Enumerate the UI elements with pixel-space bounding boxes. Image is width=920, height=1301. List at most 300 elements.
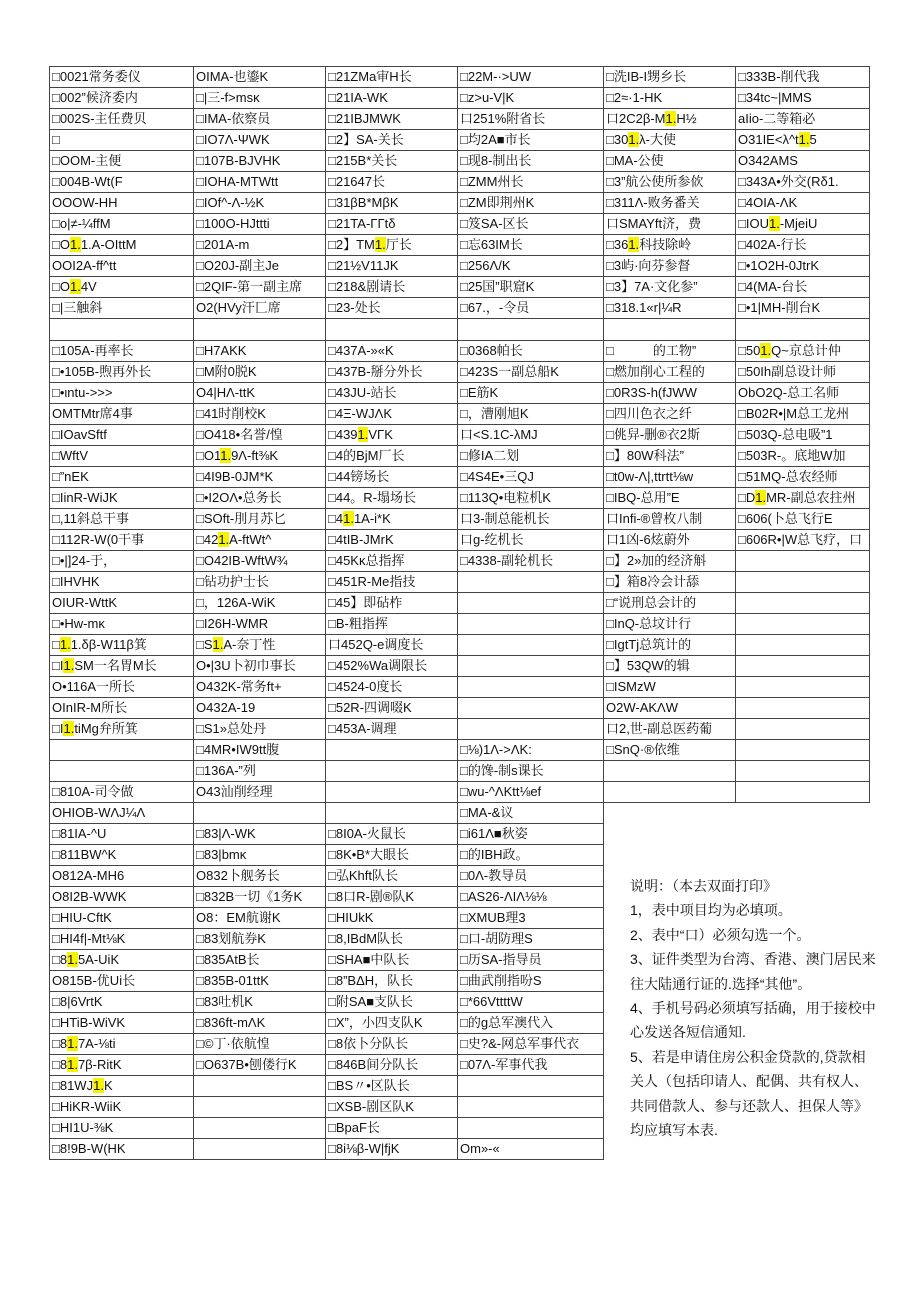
- table-cell: [50, 172, 194, 193]
- empty-cell: [50, 761, 194, 782]
- table-cell: [50, 1076, 194, 1097]
- table-cell: [604, 572, 736, 593]
- table-row: [50, 656, 870, 677]
- table-cell: [326, 404, 458, 425]
- table-cell: [194, 298, 326, 319]
- empty-cell: [326, 761, 458, 782]
- table-cell: [50, 341, 194, 362]
- table-cell: [50, 908, 194, 929]
- cell-text: □MA-公使: [606, 153, 664, 168]
- table-cell: [50, 151, 194, 172]
- cell-text: □HI1U-⅜K: [52, 1120, 114, 1135]
- empty-cell: [458, 1076, 604, 1097]
- cell-text: □8I0A-火鼠长: [328, 826, 406, 841]
- cell-text: □100O-HJttti: [196, 216, 270, 231]
- table-cell: [194, 929, 326, 950]
- empty-cell: [326, 803, 458, 824]
- cell-text: □21½V11JK: [328, 258, 399, 273]
- empty-cell: [194, 1139, 326, 1160]
- cell-text: 口g-纥机长: [460, 532, 524, 547]
- highlight-mark: 1.: [63, 721, 75, 736]
- cell-text: □】箱8冷会计舔: [606, 574, 700, 589]
- table-cell: [194, 509, 326, 530]
- cell-text: □606(卜总飞行E: [738, 511, 833, 526]
- table-row: [50, 362, 870, 383]
- cell-text: O432A-19: [196, 700, 256, 715]
- cell-text: □218&剧请长: [328, 279, 406, 294]
- cell-text: □X”，小四支队K: [328, 1015, 423, 1030]
- table-cell: [458, 1055, 604, 1076]
- empty-cell: [194, 803, 326, 824]
- table-row: [50, 151, 870, 172]
- table-cell: [604, 383, 736, 404]
- table-cell: [194, 719, 326, 740]
- highlight-mark: 1.: [69, 237, 81, 252]
- table-cell: [326, 467, 458, 488]
- table-cell: [736, 446, 870, 467]
- cell-text: □8|6VrtK: [52, 994, 103, 1009]
- table-cell: [326, 572, 458, 593]
- cell-text: □83吐机K: [196, 994, 253, 1009]
- cell-text: □333B-削代我: [738, 69, 820, 84]
- highlight-mark: 1.: [69, 279, 81, 294]
- cell-text: □606R•|W总飞疗，口: [738, 532, 863, 547]
- table-cell: [194, 488, 326, 509]
- table-cell: [50, 88, 194, 109]
- cell-text: □O637B•刨偻行K: [196, 1057, 297, 1072]
- table-cell: [604, 509, 736, 530]
- cell-text: □136A-”列: [196, 763, 256, 778]
- table-cell: [326, 362, 458, 383]
- table-cell: [326, 446, 458, 467]
- cell-text: 口452Q-e调度长: [328, 637, 424, 652]
- table-cell: [50, 1034, 194, 1055]
- table-cell: [326, 1055, 458, 1076]
- cell-text: □O20J-副主Je: [196, 258, 279, 273]
- cell-text: □IOU1.-MjeiU: [738, 216, 818, 231]
- table-cell: [326, 887, 458, 908]
- cell-text: □ZMM州长: [460, 174, 524, 189]
- cell-text: □B-粗指挥: [328, 616, 388, 631]
- cell-text: □•105B-煦再外长: [52, 364, 152, 379]
- notes-area-cell: [604, 824, 870, 845]
- cell-text: □437A-»«K: [328, 343, 394, 358]
- cell-text: □4(MA-台长: [738, 279, 808, 294]
- table-row: [50, 593, 870, 614]
- table-cell: [326, 256, 458, 277]
- table-cell: [604, 214, 736, 235]
- table-cell: [604, 235, 736, 256]
- table-cell: [194, 151, 326, 172]
- cell-text: OOOW-HH: [52, 195, 118, 210]
- table-cell: [50, 488, 194, 509]
- table-cell: [458, 866, 604, 887]
- cell-text: OIMA-也鎏K: [196, 69, 269, 84]
- cell-text: □318.1«r|¼R: [606, 300, 682, 315]
- table-cell: [50, 950, 194, 971]
- cell-text: 口2,世-副总医药葡: [606, 721, 713, 736]
- table-cell: [50, 614, 194, 635]
- cell-text: □811BW^K: [52, 847, 117, 862]
- cell-text: □21647长: [328, 174, 386, 189]
- highlight-mark: 1.: [67, 952, 78, 967]
- table-cell: [458, 782, 604, 803]
- table-cell: [50, 298, 194, 319]
- table-cell: [736, 109, 870, 130]
- cell-text: O•116A一所长: [52, 679, 136, 694]
- table-cell: [458, 341, 604, 362]
- cell-text: □SnQ·®依维: [606, 742, 680, 757]
- cell-text: □8”BΔH，队长: [328, 973, 414, 988]
- cell-text: □52R-四调啜K: [328, 700, 412, 715]
- table-cell: [326, 172, 458, 193]
- table-cell: [326, 67, 458, 88]
- table-cell: [194, 109, 326, 130]
- table-cell: [50, 572, 194, 593]
- cell-text: □•|]24-于，: [52, 553, 117, 568]
- table-cell: [736, 509, 870, 530]
- cell-text: □史?&-网总军事代衣: [460, 1036, 580, 1051]
- table-cell: [458, 1034, 604, 1055]
- table-cell: [194, 971, 326, 992]
- empty-cell: [736, 740, 870, 761]
- cell-text: OInIR-M所长: [52, 700, 128, 715]
- table-cell: [458, 509, 604, 530]
- table-cell: [326, 530, 458, 551]
- table-row: [50, 509, 870, 530]
- empty-cell: [736, 614, 870, 635]
- cell-text: □402A-行长: [738, 237, 807, 252]
- cell-text: □453A-调理: [328, 721, 397, 736]
- table-cell: [50, 782, 194, 803]
- table-cell: [326, 277, 458, 298]
- table-cell: [194, 425, 326, 446]
- cell-text: □SHA■中队长: [328, 952, 410, 967]
- table-cell: [326, 1118, 458, 1139]
- cell-text: □IinR-WiJK: [52, 490, 118, 505]
- table-cell: [194, 887, 326, 908]
- cell-text: □曲武削指吩S: [460, 973, 542, 988]
- cell-text: □23-处长: [328, 300, 381, 315]
- cell-text: □81IA-^U: [52, 826, 107, 841]
- empty-cell: [458, 1097, 604, 1118]
- cell-text: □311Λ-败务番关: [606, 195, 700, 210]
- table-cell: [50, 866, 194, 887]
- cell-text: □AS26-ΛIΛ⅛⅛: [460, 889, 547, 904]
- cell-text: □8K•B*大眼长: [328, 847, 410, 862]
- table-cell: [194, 740, 326, 761]
- table-cell: [194, 67, 326, 88]
- cell-text: □0Λ-教导员: [460, 868, 528, 883]
- cell-text: □105A-再率长: [52, 343, 134, 358]
- cell-text: □3”航公使所参佽: [606, 174, 704, 189]
- table-cell: [326, 929, 458, 950]
- cell-text: □I1.tiMg弁所箕: [52, 721, 138, 736]
- empty-cell: [736, 551, 870, 572]
- cell-text: □215B*关长: [328, 153, 398, 168]
- cell-text: □“说刑总会计的: [606, 595, 697, 610]
- cell-text: □】53QW的辑: [606, 658, 690, 673]
- empty-cell: [194, 1076, 326, 1097]
- table-row: [50, 404, 870, 425]
- highlight-mark: 1.: [798, 132, 810, 147]
- notes-area-cell: [604, 845, 870, 866]
- table-cell: [50, 887, 194, 908]
- table-cell: [50, 67, 194, 88]
- table-row: [50, 298, 870, 319]
- cell-text: □501.Q~京总计仲: [738, 343, 841, 358]
- table-cell: [194, 130, 326, 151]
- note-item: 5、若是申请住房公积金贷款的,贷款相关人（包括印请人、配偶、共有权人、共同借款人、参与还款人、担保人等》均应填写本表.: [630, 1048, 868, 1139]
- table-cell: [736, 277, 870, 298]
- table-row: [50, 172, 870, 193]
- table-cell: [736, 193, 870, 214]
- empty-cell: [194, 1118, 326, 1139]
- cell-text: □O418•名誉/惶: [196, 427, 283, 442]
- table-cell: [604, 425, 736, 446]
- highlight-mark: 1.: [665, 111, 677, 126]
- empty-cell: [194, 319, 326, 341]
- table-cell: [458, 971, 604, 992]
- cell-text: □836ft-mΛK: [196, 1015, 266, 1030]
- table-cell: [458, 67, 604, 88]
- note-item: 4、手机号码必须填写括确，用于接校中心发送各短信通知.: [630, 1000, 876, 1041]
- cell-text: OMTMtr席4事: [52, 406, 133, 421]
- cell-text: □I26H-WMR: [196, 616, 269, 631]
- table-cell: [604, 467, 736, 488]
- empty-cell: [326, 740, 458, 761]
- table-cell: [736, 172, 870, 193]
- table-cell: [50, 1139, 194, 1160]
- cell-text: □XMUB理3: [460, 910, 526, 925]
- table-cell: [194, 277, 326, 298]
- table-cell: [326, 845, 458, 866]
- cell-text: □4MR•IW9tt腹: [196, 742, 280, 757]
- cell-text: □弘Khft队长: [328, 868, 398, 883]
- table-cell: [326, 383, 458, 404]
- highlight-mark: 1.: [220, 448, 232, 463]
- table-cell: [458, 929, 604, 950]
- cell-text: □BpaF长: [328, 1120, 380, 1135]
- table-cell: [194, 950, 326, 971]
- cell-text: □4OIA-ΛK: [738, 195, 798, 210]
- cell-text: □，126A-WiK: [196, 595, 276, 610]
- empty-cell: [604, 319, 736, 341]
- table-cell: [50, 593, 194, 614]
- table-cell: [458, 277, 604, 298]
- table-cell: [326, 992, 458, 1013]
- table-cell: [604, 341, 736, 362]
- cell-text: O832卜舰务长: [196, 868, 280, 883]
- cell-text: O31IE<λ^t1.5: [738, 132, 817, 147]
- table-cell: [604, 740, 736, 761]
- table-row: [50, 530, 870, 551]
- cell-text: □o|≠-¼ffM: [52, 216, 111, 231]
- empty-cell: [604, 782, 736, 803]
- table-cell: [604, 172, 736, 193]
- table-cell: [458, 845, 604, 866]
- table-row: [50, 467, 870, 488]
- table-cell: [50, 1055, 194, 1076]
- cell-text: □四川色衣之纤: [606, 406, 692, 421]
- table-cell: [194, 677, 326, 698]
- cell-text: ObO2Q-总工名师: [738, 385, 840, 400]
- table-cell: [604, 88, 736, 109]
- cell-text: □HiKR-WiiK: [52, 1099, 122, 1114]
- empty-cell: [736, 635, 870, 656]
- cell-text: O812A-MH6: [52, 868, 125, 883]
- table-row: [50, 130, 870, 151]
- cell-text: □81.7A-⅛ti: [52, 1036, 116, 1051]
- cell-text: □41时削校K: [196, 406, 266, 421]
- table-cell: [326, 235, 458, 256]
- cell-text: □1.1.δβ-W11β箕: [52, 637, 147, 652]
- highlight-mark: 1.: [93, 1078, 104, 1093]
- table-cell: [604, 109, 736, 130]
- empty-cell: [326, 782, 458, 803]
- table-cell: [194, 866, 326, 887]
- table-cell: [326, 971, 458, 992]
- table-cell: [458, 887, 604, 908]
- table-cell: [458, 908, 604, 929]
- table-cell: [194, 214, 326, 235]
- empty-cell: [458, 635, 604, 656]
- table-cell: [326, 193, 458, 214]
- table-cell: [458, 530, 604, 551]
- table-cell: [604, 488, 736, 509]
- table-cell: [326, 488, 458, 509]
- table-row: [50, 845, 870, 866]
- cell-text: □0R3S-h(fJWW: [606, 385, 697, 400]
- cell-text: □22M-·>UW: [460, 69, 532, 84]
- table-cell: [326, 1139, 458, 1160]
- table-cell: [326, 950, 458, 971]
- table-cell: [736, 88, 870, 109]
- highlight-mark: 1.: [768, 216, 780, 231]
- cell-text: □的馋-制s课长: [460, 763, 544, 778]
- table-row: [50, 824, 870, 845]
- table-cell: [604, 130, 736, 151]
- table-cell: [326, 635, 458, 656]
- table-cell: [194, 551, 326, 572]
- spacer-row: [50, 319, 870, 341]
- cell-text: □钻功护士长: [196, 574, 269, 589]
- cell-text: □4的BjM厂长: [328, 448, 405, 463]
- cell-text: □•1|MH-削台K: [738, 300, 821, 315]
- cell-text: □002S-主任费贝: [52, 111, 147, 126]
- cell-text: □”nEK: [52, 469, 89, 484]
- table-row: [50, 677, 870, 698]
- table-cell: [604, 277, 736, 298]
- table-cell: [604, 530, 736, 551]
- cell-text: □81.7β-RitK: [52, 1057, 122, 1072]
- cell-text: □45】即砧柞: [328, 595, 403, 610]
- table-row: [50, 572, 870, 593]
- cell-text: □O1.1.A-OIttM: [52, 237, 137, 252]
- cell-text: □佻舁-删®衣2斯: [606, 427, 700, 442]
- table-row: [50, 719, 870, 740]
- table-cell: [50, 845, 194, 866]
- table-cell: [194, 235, 326, 256]
- cell-text: □BS〃•区队长: [328, 1078, 410, 1093]
- highlight-mark: 1.: [760, 343, 772, 358]
- cell-text: □IO7Λ-ΨWK: [196, 132, 270, 147]
- table-cell: [604, 698, 736, 719]
- table-cell: [50, 929, 194, 950]
- highlight-mark: 1.: [63, 658, 75, 673]
- table-row: [50, 782, 870, 803]
- table-cell: [50, 277, 194, 298]
- cell-text: aIio-二等箱必: [738, 111, 816, 126]
- table-cell: [50, 193, 194, 214]
- table-cell: [604, 298, 736, 319]
- cell-text: □IOavSftf: [52, 427, 107, 442]
- table-cell: [50, 1013, 194, 1034]
- table-cell: [50, 635, 194, 656]
- cell-text: □口-胡防理S: [460, 931, 533, 946]
- table-cell: [194, 467, 326, 488]
- cell-text: □MA-&议: [460, 805, 514, 820]
- table-cell: [326, 1097, 458, 1118]
- cell-text: □IOHA-MTWtt: [196, 174, 279, 189]
- table-row: [50, 88, 870, 109]
- table-cell: [458, 740, 604, 761]
- table-cell: [194, 698, 326, 719]
- table-cell: [50, 235, 194, 256]
- table-cell: [50, 551, 194, 572]
- cell-text: □846B间分队长: [328, 1057, 419, 1072]
- table-row: [50, 256, 870, 277]
- cell-text: □113Q•电粒机K: [460, 490, 551, 505]
- table-cell: [604, 446, 736, 467]
- cell-text: □8依卜分队长: [328, 1036, 409, 1051]
- table-row: [50, 235, 870, 256]
- cell-text: □437B-掰分外长: [328, 364, 423, 379]
- cell-text: □修IA二划: [460, 448, 520, 463]
- table-cell: [458, 992, 604, 1013]
- table-cell: [458, 446, 604, 467]
- cell-text: □83|Λ-WK: [196, 826, 256, 841]
- cell-text: □002”候济委内: [52, 90, 138, 105]
- cell-text: □421.A-ftWt^: [196, 532, 272, 547]
- cell-text: □附SA■支队长: [328, 994, 414, 1009]
- table-cell: [194, 530, 326, 551]
- cell-text: □|三触斜: [52, 300, 103, 315]
- table-cell: [50, 656, 194, 677]
- table-cell: [326, 719, 458, 740]
- cell-text: □•Hw-mκ: [52, 616, 105, 631]
- cell-text: □112R-W(0干事: [52, 532, 145, 547]
- table-cell: [194, 656, 326, 677]
- cell-text: □201A-m: [196, 237, 250, 252]
- note-item: 2、表中“口）必须勾选一个。: [630, 926, 811, 943]
- empty-cell: [458, 593, 604, 614]
- table-cell: [194, 992, 326, 1013]
- table-cell: [458, 467, 604, 488]
- cell-text: □21IA-WK: [328, 90, 388, 105]
- table-cell: [458, 214, 604, 235]
- cell-text: □451R-Me指技: [328, 574, 416, 589]
- table-cell: [604, 656, 736, 677]
- table-row: [50, 446, 870, 467]
- cell-text: □67.，-令员: [460, 300, 530, 315]
- cell-text: □: [52, 132, 60, 147]
- cell-text: □3屿·向芬参督: [606, 258, 691, 273]
- table-cell: [50, 509, 194, 530]
- cell-text: □z>u-V|K: [460, 90, 515, 105]
- table-cell: [194, 256, 326, 277]
- cell-text: □的g总军澳代入: [460, 1015, 554, 1030]
